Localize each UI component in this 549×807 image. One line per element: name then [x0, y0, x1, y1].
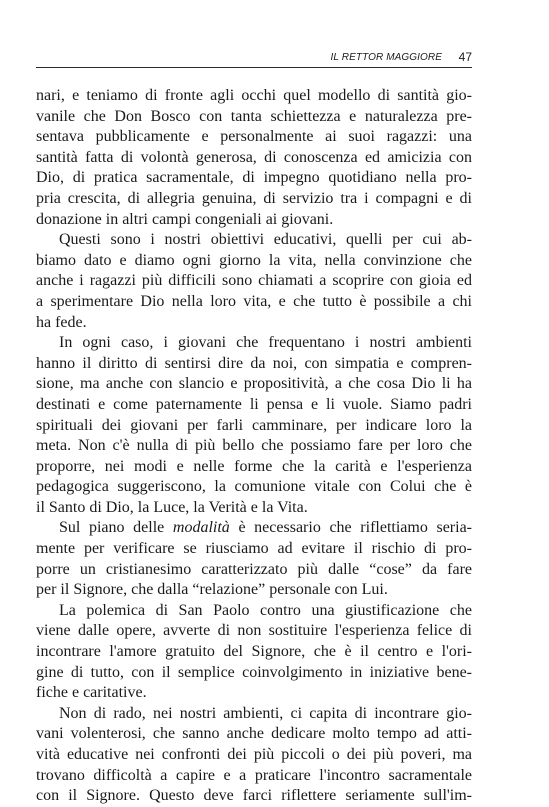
text-run: è necessario che riflettiamo seria- [229, 519, 472, 537]
paragraph [36, 86, 472, 230]
paragraph [36, 518, 472, 600]
text-line: nari, e teniamo di fronte agli occhi quel modello di santità gio- [36, 87, 472, 104]
text-line: sione, ma anche con slancio e propositività, a che cosa Dio li ha [36, 375, 472, 393]
text-line: pria crescita, di allegria genuina, di servizio tra i compagni e di [36, 189, 472, 207]
emphasis: modalità [172, 519, 230, 537]
paragraph [36, 333, 472, 518]
text-line: con il Signore. Questo deve farci riflettere seriamente sull'im- [36, 787, 472, 805]
paragraph [36, 704, 472, 807]
running-header [36, 50, 472, 68]
text-line: viene dalle opere, avverte di non sostituire l'esperienza felice di [36, 622, 472, 640]
paragraph [36, 230, 472, 333]
text-line: gine di tutto, con il semplice coinvolgimento in iniziative bene- [36, 663, 472, 681]
text-run: mente per verificare se riusciamo ad evitare il rischio di pro- [36, 540, 472, 558]
text-line: Non di rado, nei nostri ambienti, ci capita di incontrare gio- [59, 704, 472, 722]
text-line [36, 580, 472, 601]
text-line: fiche e caritative. [36, 684, 147, 702]
text-line [36, 539, 472, 560]
text-line: anche i ragazzi più difficili sono chiamati a scoprire con gioia ed [36, 272, 472, 290]
text-line: destinati e come paternamente li pensa e li vuole. Siamo padri [36, 395, 472, 413]
text-line: meta. Non c'è nulla di più bello che possiamo fare per loro che [36, 437, 472, 455]
text-line: a sperimentare Dio nella loro vita, e che tutto è possibile a chi [36, 292, 472, 310]
text-line: La polemica di San Paolo contro una giustificazione che [59, 601, 472, 619]
text-run: porre un cristianesimo caratterizzato più dalle “cose” da fare [36, 560, 472, 578]
paragraph [36, 601, 472, 704]
text-line: biamo dato e diamo ogni giorno la vita, nella convinzione che [36, 251, 472, 269]
text-line: donazione in altri campi congeniali ai giovani. [36, 210, 334, 228]
text-run: per il Signore, che dalla “relazione” personale con Lui. [36, 581, 388, 599]
text-line: hanno il diritto di sentirsi dire da noi, con simpatia e compren- [36, 354, 472, 372]
page-body [36, 86, 472, 807]
text-run: Sul piano delle [59, 519, 173, 537]
text-line: spirituali dei giovani per farli camminare, per indicare loro la [36, 416, 472, 434]
text-line: santità fatta di volontà generosa, di conoscenza ed amicizia con [36, 148, 472, 166]
text-line: vità educative nei confronti dei più piccoli o dei più poveri, ma [36, 746, 472, 763]
text-line: ha fede. [36, 313, 87, 331]
text-line: vani volenterosi, che sanno anche dedicare molto tempo ad atti- [36, 725, 472, 743]
text-line: incontrare l'amore gratuito del Signore, che è il centro e l'ori- [36, 643, 472, 661]
text-line: trovano difficoltà a capire e a praticare l'incontro sacramentale [36, 766, 472, 784]
text-line: pedagogica suggeriscono, la comunione vitale con Colui che è [36, 478, 472, 496]
text-line: il Santo di Dio, la Luce, la Verità e la Vita. [36, 498, 308, 516]
running-header-title: IL RETTOR MAGGIORE [330, 52, 442, 63]
text-line: Dio, di pratica sacramentale, di impegno quotidiano nella pro- [36, 169, 472, 187]
text-line: proporre, nei modi e nelle forme che la carità e l'esperienza [36, 457, 472, 475]
text-line: In ogni caso, i giovani che frequentano i nostri ambienti [59, 334, 472, 352]
text-line [36, 560, 472, 581]
text-line: sentava pubblicamente e personalmente ai suoi ragazzi: una [36, 128, 472, 146]
text-line: vanile che Don Bosco con tanta schiettezza e naturalezza pre- [36, 107, 472, 125]
text-line: Questi sono i nostri obiettivi educativi, quelli per cui ab- [59, 231, 472, 249]
text-line [36, 518, 472, 539]
page-number: 47 [458, 50, 472, 64]
